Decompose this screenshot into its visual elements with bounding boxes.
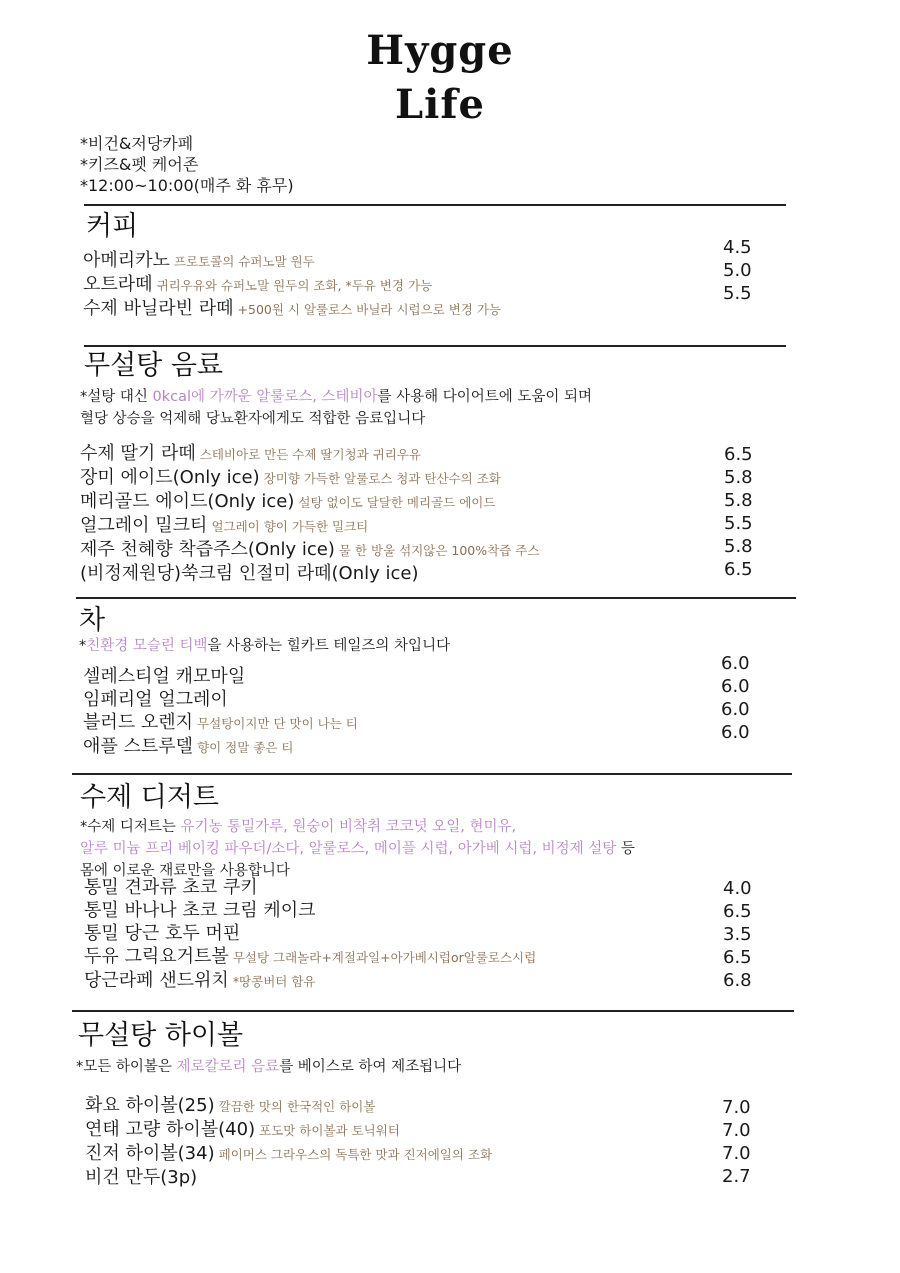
menu-item [84,876,536,899]
item-description: 페이머스 그라우스의 독특한 맛과 진저에일의 조화 [218,1147,493,1162]
item-description: 얼그레이 향이 가득한 밀크티 [211,519,369,534]
item-name: 얼그레이 밀크티 [80,515,208,536]
highball-list [85,1094,492,1189]
menu-item [84,922,536,945]
item-name: 제주 천혜향 착즙주스(Only ice) [80,539,335,560]
item-description: 스테비아로 만든 수제 딸기청과 귀리우유 [199,447,421,462]
item-price: 4.0 [723,878,752,899]
item-description: 프로토콜의 슈퍼노말 원두 [173,254,315,269]
item-description: 설탕 없이도 달달한 메리골드 에이드 [298,495,496,510]
section-divider [84,204,786,206]
item-name: 비건 만두(3p) [85,1167,198,1188]
item-price: 6.8 [723,970,752,991]
menu-item [80,514,539,538]
item-description: 장미향 가득한 알룰로스 청과 탄산수의 조화 [263,471,501,486]
intro-line: *비건&저당카페 [80,134,194,153]
coffee-list [83,249,501,321]
item-name: 오트라떼 [83,274,153,295]
highlight-text: 제로칼로리 음료 [176,1059,280,1075]
item-name: 아메리카노 [83,250,170,271]
item-price: 5.8 [724,467,753,488]
item-name: 메리골드 에이드(Only ice) [80,491,295,512]
coffee-prices [723,236,783,305]
menu-item [83,711,358,735]
item-description: 포도맛 하이볼과 토닉워터 [259,1123,400,1138]
item-price: 6.5 [724,559,753,580]
menu-item [80,466,539,490]
brand-line-1: Hygge [366,27,514,74]
intro-info [80,133,294,196]
item-price: 2.7 [722,1166,751,1187]
menu-item [85,1118,492,1142]
menu-item [84,969,536,993]
item-price: 6.5 [723,947,752,968]
item-description: 향이 정말 좋은 티 [197,740,294,755]
tea-note: *친환경 모슬린 티백을 사용하는 힐카트 테일즈의 차입니다 [79,638,451,654]
note-line: 알루 미늄 프리 베이킹 파우더/소다, 알룰로스, 메이플 시럽, 아가베 시럽, 비정제 설탕 등 [80,841,635,857]
item-price: 7.0 [722,1143,751,1164]
section-title-tea: 차 [79,605,106,636]
item-description: +500원 시 알룰로스 바닐라 시럽으로 변경 가능 [237,302,501,317]
item-description: *땅콩버터 함유 [232,974,316,989]
item-price: 7.0 [722,1120,751,1141]
menu-item [80,538,539,562]
item-name: 블러드 오렌지 [83,712,194,733]
section-title-highball: 무설탕 하이볼 [78,1020,244,1051]
item-price: 6.5 [723,901,752,922]
dessert-list [84,876,536,993]
item-price: 6.5 [724,444,753,465]
item-price: 6.0 [721,722,750,743]
menu-item [83,273,501,297]
dessert-note [80,816,635,882]
item-name: 셀레스티얼 캐모마일 [83,666,246,687]
item-price: 5.8 [724,490,753,511]
item-name: 통밀 바나나 초코 크림 케이크 [84,900,316,921]
menu-item [80,562,539,585]
menu-item [85,1166,492,1189]
item-name: 진저 하이볼(34) [85,1143,215,1164]
sugarfree-list [80,442,539,585]
item-name: 애플 스트루델 [83,736,194,757]
item-name: 당근라페 샌드위치 [84,970,229,991]
brand-line-2: Life [395,81,485,128]
sugarfree-note [80,386,592,430]
item-name: 연태 고량 하이볼(40) [85,1119,256,1140]
menu-item [84,899,536,922]
menu-item [83,735,358,759]
intro-line: *12:00~10:00(매주 화 휴무) [80,176,294,195]
item-price: 4.5 [723,237,752,258]
item-price: 5.5 [724,513,753,534]
section-divider [84,345,786,347]
item-name: 임페리얼 얼그레이 [83,689,228,710]
item-price: 6.0 [721,699,750,720]
menu-item [80,442,539,466]
menu-item [84,945,536,969]
menu-item [83,297,501,321]
item-name: 장미 에이드(Only ice) [80,467,260,488]
highlight-text: 친환경 모슬린 티백 [86,638,208,654]
intro-line: *키즈&펫 케어존 [80,155,199,174]
item-name: 통밀 당근 호두 머핀 [84,923,241,944]
highball-prices [722,1096,782,1188]
highlight-text: 유기농 통밀가루, 원숭이 비착취 코코넛 오일, 현미유, [180,819,517,835]
menu-item [85,1142,492,1166]
highlight-text: 0kcal에 가까운 알룰로스, 스테비아 [152,389,378,405]
item-name: 수제 딸기 라떼 [80,443,196,464]
section-title-sugarfree: 무설탕 음료 [84,350,223,381]
highlight-text: 알루 미늄 프리 베이킹 파우더/소다, 알룰로스, 메이플 시럽, 아가베 시럽, 비정제 설탕 [80,841,617,857]
note-line: 혈당 상승을 억제해 당뇨환자에게도 적합한 음료입니다 [80,411,426,427]
menu-item [83,665,358,688]
menu-item [80,490,539,514]
item-description: 깔끔한 맛의 한국적인 하이볼 [218,1099,376,1114]
tea-list [83,665,358,759]
sugarfree-prices [724,443,784,581]
item-price: 5.0 [723,260,752,281]
dessert-prices [723,877,783,992]
item-price: 3.5 [723,924,752,945]
item-name: (비정제원당)쑥크림 인절미 라떼(Only ice) [80,563,419,584]
menu-item [85,1094,492,1118]
section-title-dessert: 수제 디저트 [80,782,219,813]
item-name: 두유 그릭요거트볼 [84,946,229,967]
section-divider [76,597,796,599]
section-divider [72,1010,794,1012]
note-line: 몸에 이로운 재료만을 사용합니다 [80,863,290,879]
tea-prices [721,652,781,744]
section-title-coffee: 커피 [86,211,139,242]
item-price: 5.8 [724,536,753,557]
brand-logo [0,24,880,132]
item-name: 수제 바닐라빈 라떼 [83,298,234,319]
item-name: 화요 하이볼(25) [85,1095,215,1116]
item-price: 7.0 [722,1097,751,1118]
item-price: 6.0 [721,653,750,674]
menu-item [83,249,501,273]
item-price: 6.0 [721,676,750,697]
item-description: 귀리우유와 슈퍼노말 원두의 조화, *두유 변경 가능 [156,278,433,293]
item-name: 통밀 견과류 초코 쿠키 [84,877,258,898]
note-line: *수제 디저트는 유기농 통밀가루, 원숭이 비착취 코코넛 오일, 현미유, [80,819,517,835]
highball-note: *모든 하이볼은 제로칼로리 음료를 베이스로 하여 제조됩니다 [76,1059,462,1075]
menu-item [83,688,358,711]
section-divider [72,773,792,775]
item-price: 5.5 [723,283,752,304]
item-description: 물 한 방울 섞지않은 100%착즙 주스 [338,543,540,558]
item-description: 무설탕이지만 단 맛이 나는 티 [197,716,358,731]
item-description: 무설탕 그래놀라+계절과일+아가베시럽or알룰로스시럽 [232,950,537,965]
note-line: *설탕 대신 0kcal에 가까운 알룰로스, 스테비아를 사용해 다이어트에 도움이 되며 [80,389,593,405]
